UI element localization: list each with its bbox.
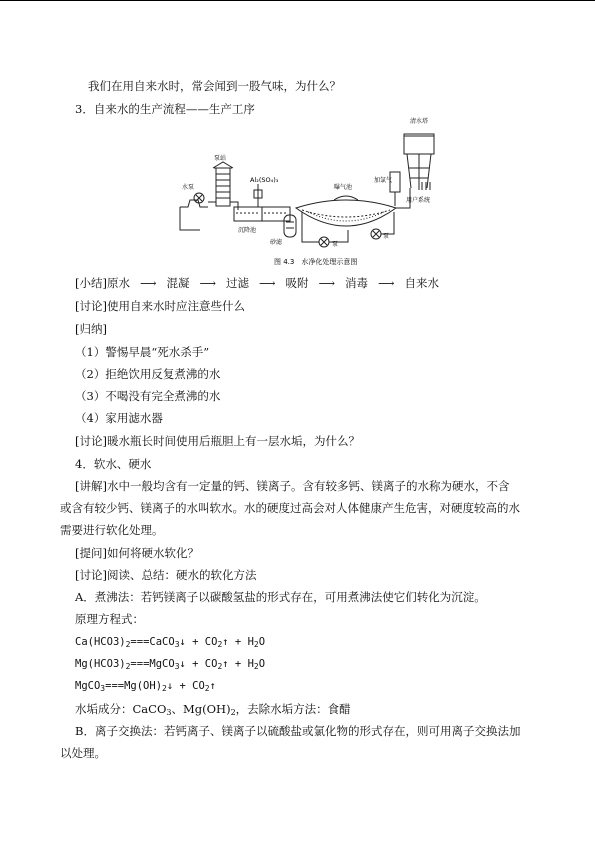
label-pump-2: 泵 [383, 233, 390, 240]
flow-arrow-icon: ⟶ [377, 276, 395, 290]
flow-step-6: 自来水 [404, 276, 439, 290]
method-a: A．煮沸法：若钙镁离子以碳酸氢盐的形式存在，可用煮沸法使它们转化为沉淀。 [75, 590, 486, 604]
summary-heading: [归纳] [75, 322, 107, 336]
summary-item-1: （1）警惕早晨“死水杀手” [75, 345, 210, 359]
discussion-3: [讨论]阅读、总结：硬水的软化方法 [75, 568, 257, 582]
label-alum: Al₂(SO₄)₃ [250, 176, 279, 184]
flow-step-3: 过滤 [225, 276, 249, 290]
explanation-line-1: [讲解]水中一般均含有一定量的钙、镁离子。含有较多钙、镁离子的水称为硬水，不含 [75, 479, 510, 493]
diagram-caption: 图 4.3 水净化处理示意图 [274, 258, 358, 266]
label-chlorine: 加氯气 [374, 177, 393, 184]
scale-composition: 水垢成分：CaCO$_3$、$Mg(OH)_2$，去除水垢方法：食醋 [75, 702, 351, 717]
top-rule [0, 0, 595, 1]
flow-step-2: 混凝 [166, 276, 190, 290]
discussion-2: [讨论]暖水瓶长时间使用后瓶胆上有一层水垢，为什么？ [75, 434, 360, 448]
section-3-heading: 3．自来水的生产流程——生产工序 [75, 102, 255, 116]
label-tower: 清水塔 [410, 118, 429, 125]
label-user: 用户系统 [406, 197, 431, 204]
summary-item-4: （4）家用滤水器 [75, 411, 163, 425]
flow-label: [小结] [75, 276, 107, 290]
method-b-line-2: 以处理。 [60, 746, 106, 760]
equation-1: $Ca(HCO3)_2===CaCO_3↓$ + $CO_2↑ + H_2O$ [75, 636, 266, 649]
flow-arrow-icon: ⟶ [199, 276, 216, 290]
flow-step-4: 吸附 [285, 276, 309, 290]
discussion-1: [讨论]使用自来水时应注意些什么 [75, 299, 245, 313]
equation-label: 原理方程式： [75, 612, 144, 626]
flow-arrow-icon: ⟶ [318, 276, 335, 290]
method-b-line-1: B．离子交换法：若钙离子、镁离子以硫酸盐或氯化物的形式存在，则可用离子交换法加 [75, 724, 521, 738]
label-water-pump: 水泵 [182, 184, 195, 191]
question-soften: [提问]如何将硬水软化？ [75, 546, 199, 560]
label-pump-station: 泵站 [214, 155, 227, 162]
explanation-line-3: 需要进行软化处理。 [60, 523, 164, 537]
flow-arrow-icon: ⟶ [258, 276, 276, 290]
explanation-line-2: 或含有较少钙、镁离子的水叫软水。水的硬度过高会对人体健康产生危害，对硬度较高的水 [60, 501, 520, 515]
flow-step-5: 消毒 [344, 276, 368, 290]
flow-arrow-icon: ⟶ [139, 276, 157, 290]
flow-step-1: 原水 [106, 276, 130, 290]
question-odor: 我们在用自来水时，常会闻到一股气味，为什么？ [88, 79, 341, 93]
label-exposure: 曝气池 [334, 184, 353, 191]
section-4-heading: 4．软水、硬水 [75, 457, 152, 471]
label-filter: 砂滤 [270, 239, 283, 246]
label-pump: 泵 [332, 241, 339, 248]
summary-item-3: （3）不喝没有完全煮沸的水 [75, 389, 221, 403]
process-flow [75, 275, 439, 291]
water-treatment-diagram [178, 112, 438, 272]
equation-3: $MgCO_3===Mg(OH)_2↓$ + $CO_2↑$ [75, 680, 216, 693]
summary-item-2: （2）拒绝饮用反复煮沸的水 [75, 367, 221, 381]
label-sediment: 沉降池 [238, 227, 257, 234]
equation-2: $Mg(HCO3)_2===MgCO_3↓$ + $CO_2↑ + H_2O$ [75, 658, 266, 671]
